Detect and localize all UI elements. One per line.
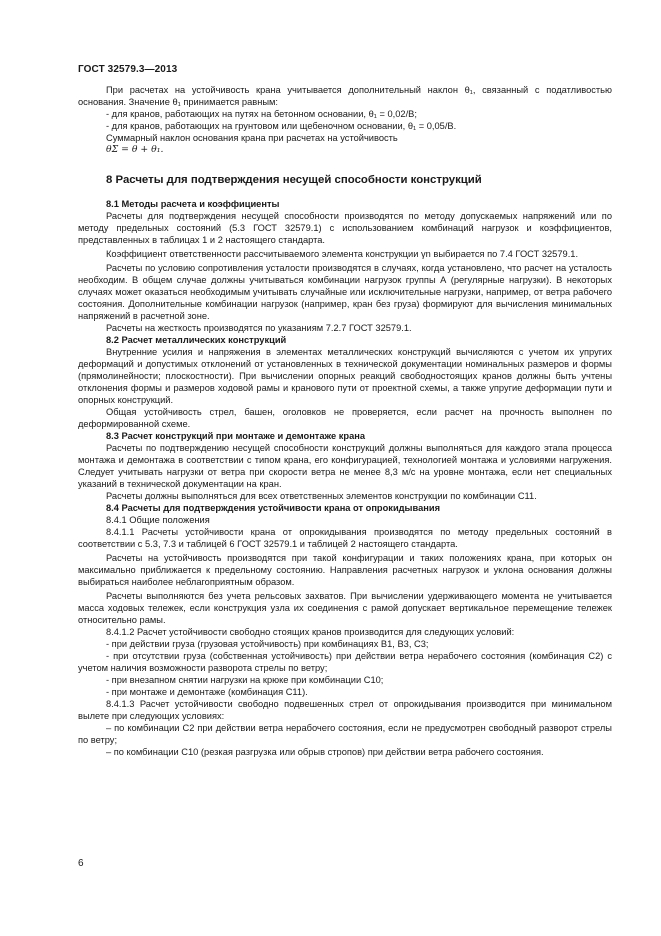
list-item: – по комбинации C2 при действии ветра нерабочего состояния, если не предусмотрен свободный разворот стрелы по ветру;	[78, 723, 612, 745]
paragraph: Внутренние усилия и напряжения в элементах металлических конструкций вычисляются с учетом их упругих деформаций и допустимых отклонений от установленных в технической документации номинальных размеров и формы (прямолинейности; плоскостности). При вычислении опорных реакций свободностоящих кранов должны быть учтены отклонения формы и размеров ходовой рамы и кранового пути от проектной схемы, а также упругие деформации пути и опорных конструкций.	[78, 347, 612, 405]
formula: θΣ = θ + θ₁.	[106, 144, 164, 155]
paragraph: Расчеты по условию сопротивления усталости производятся в случаях, когда установлено, что расчет на усталость необходим. В общем случае должны учитываться комбинации нагрузок группы А (регулярные нагрузки). В некоторых случаях может оказаться необходимым учитывать случайные или исключительные нагрузки, например, от ветра рабочего состояния. Дополнительные комбинации нагрузок (например, кран без груза) формируют для вычисления минимальных напряжений в расчетной зоне.	[78, 263, 612, 321]
list-item: - для кранов, работающих на грунтовом или щебеночном основании, θ₁ = 0,05/B.	[106, 121, 457, 131]
paragraph: 8.4.1.3 Расчет устойчивости свободно подвешенных стрел от опрокидывания производится при минимальном вылете при следующих условиях:	[78, 699, 612, 721]
paragraph: Общая устойчивость стрел, башен, оголовков не проверяется, если расчет на прочность выполнен по деформированной схеме.	[78, 407, 612, 429]
list-item: – по комбинации C10 (резкая разгрузка или обрыв стропов) при действии ветра рабочего состояния.	[106, 747, 544, 757]
list-item: - при действии груза (грузовая устойчивость) при комбинациях B1, B3, C3;	[106, 639, 429, 649]
section-8-4-1-heading: 8.4.1 Общие положения	[106, 515, 210, 525]
paragraph: Расчеты должны выполняться для всех ответственных элементов конструкции по комбинации C11.	[106, 491, 537, 501]
paragraph: Расчеты выполняются без учета рельсовых захватов. При вычислении удерживающего момента не учитывается масса ходовых тележек, если конструкция узла их соединения с рамой допускает вертикальное перемещение тележек относительно рамы.	[78, 591, 612, 625]
paragraph: 8.4.1.2 Расчет устойчивости свободно стоящих кранов производится для следующих условий:	[106, 627, 515, 637]
paragraph: При расчетах на устойчивость крана учитывается дополнительный наклон θ₁, связанный с податливостью основания. Значение θ₁ принимается равным:	[78, 85, 612, 107]
section-8-heading: 8 Расчеты для подтверждения несущей способности конструкций	[106, 174, 482, 186]
section-8-1-heading: 8.1 Методы расчета и коэффициенты	[106, 199, 280, 209]
list-item: - при внезапном снятии нагрузки на крюке при комбинации C10;	[106, 675, 384, 685]
page-number: 6	[78, 858, 84, 869]
section-8-2-heading: 8.2 Расчет металлических конструкций	[106, 335, 287, 345]
paragraph: 8.4.1.1 Расчеты устойчивости крана от опрокидывания производятся по методу предельных состояний в соответствии с 5.3, 7.3 и таблицей 6 ГОСТ 32579.1 и таблицей 2 настоящего стандарта.	[78, 527, 612, 549]
standard-header: ГОСТ 32579.3—2013	[78, 64, 178, 75]
list-item: - при отсутствии груза (собственная устойчивость) при действии ветра нерабочего состояния (комбинация C2) с учетом наличия возможности разворота стрелы по ветру;	[78, 651, 612, 673]
page-content	[78, 84, 612, 758]
section-8-4-heading: 8.4 Расчеты для подтверждения устойчивости крана от опрокидывания	[106, 503, 441, 513]
paragraph: Расчеты по подтверждению несущей способности конструкций должны выполняться для каждого этапа процесса монтажа и демонтажа в соответствии с типом крана, его конфигурацией, технологией монтажа и условиями нагружения. Следует учитывать нагрузки от ветра при скорости ветра не менее 8,3 м/с на уровне монтажа, если нет специальных указаний в технической документации на кран.	[78, 443, 612, 489]
section-8-3-heading: 8.3 Расчет конструкций при монтаже и демонтаже крана	[106, 431, 366, 441]
paragraph: Расчеты на устойчивость производятся при такой конфигурации и таких положениях крана, при которых он максимально приближается к предельному состоянию. Направления расчетных нагрузок и уклона основания должны выбираться наиболее неблагоприятным образом.	[78, 553, 612, 587]
paragraph: Расчеты для подтверждения несущей способности производятся по методу допускаемых напряжений или по методу предельных состояний (5.3 ГОСТ 32579.1) с использованием комбинаций нагрузок и коэффициентов, представленных в таблицах 1 и 2 настоящего стандарта.	[78, 211, 612, 245]
list-item: - для кранов, работающих на путях на бетонном основании, θ₁ = 0,02/B;	[106, 109, 417, 119]
list-item: - при монтаже и демонтаже (комбинация C11).	[106, 687, 308, 697]
paragraph: Суммарный наклон основания крана при расчетах на устойчивость	[106, 133, 398, 143]
paragraph: Расчеты на жесткость производятся по указаниям 7.2.7 ГОСТ 32579.1.	[106, 323, 412, 333]
paragraph: Коэффициент ответственности рассчитываемого элемента конструкции γn выбирается по 7.4 ГОСТ 32579.1.	[106, 249, 579, 259]
